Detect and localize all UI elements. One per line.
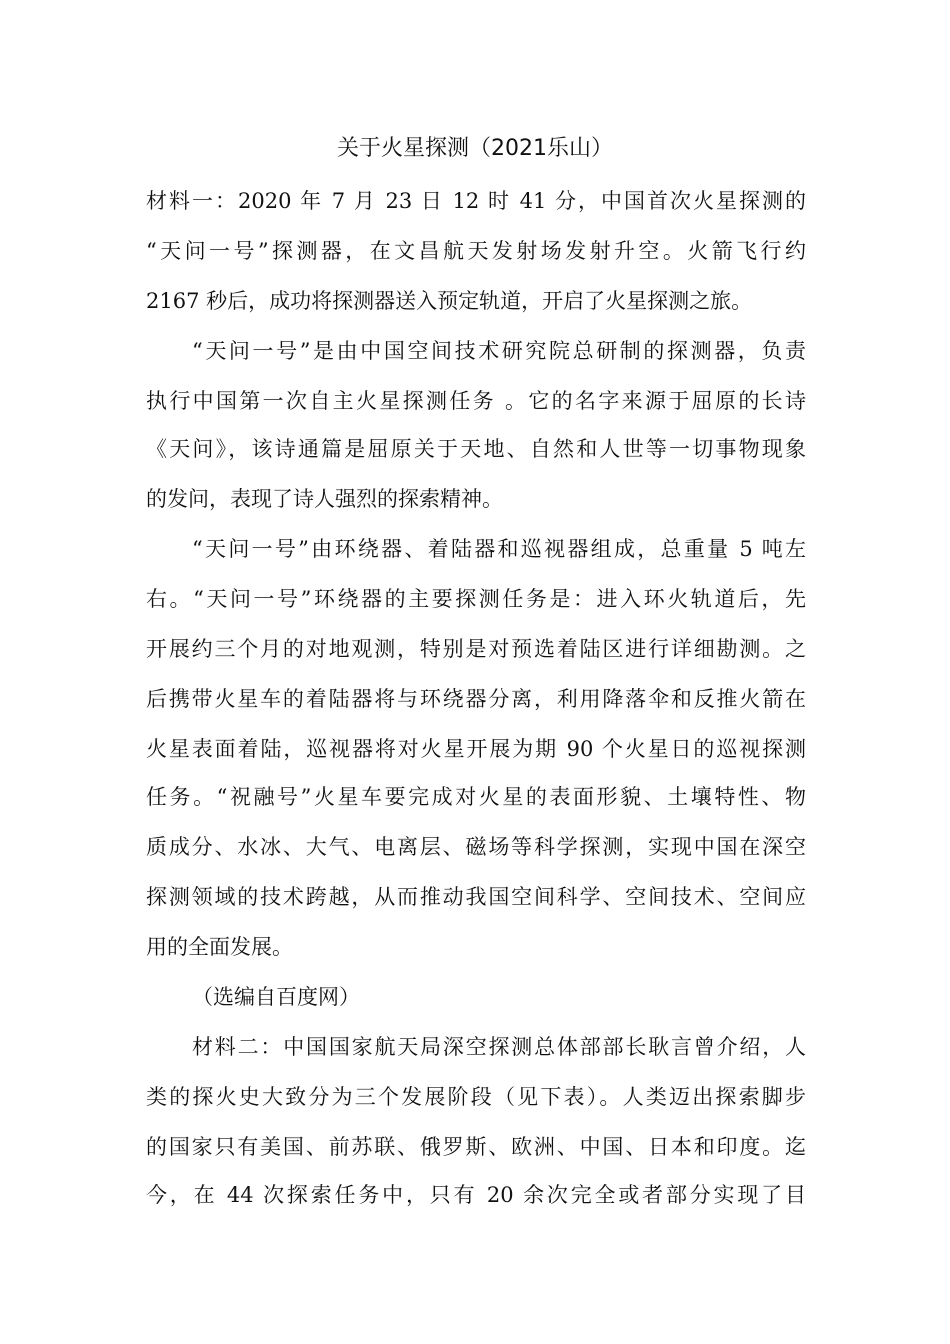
text-line-11: 后携带火星车的着陆器将与环绕器分离，利用降落伞和反推火箭在: [146, 687, 806, 711]
text-line-12: 火星表面着陆，巡视器将对火星开展为期 90 个火星日的巡视探测: [146, 737, 806, 761]
text-line-5: 执行中国第一次自主火星探测任务 。它的名字来源于屈原的长诗: [146, 389, 806, 413]
text-line-18: 类的探火史大致分为三个发展阶段（见下表）。人类迈出探索脚步: [146, 1085, 806, 1109]
text-line-9: 右。“天问一号”环绕器的主要探测任务是：进入环火轨道后，先: [146, 587, 806, 611]
text-line-13: 任务。“祝融号”火星车要完成对火星的表面形貌、土壤特性、物: [146, 785, 806, 809]
text-line-19: 的国家只有美国、前苏联、俄罗斯、欧洲、中国、日本和印度。迄: [146, 1135, 806, 1159]
text-line-16: 用的全面发展。: [146, 935, 293, 959]
text-line-4: “天问一号”是由中国空间技术研究院总研制的探测器，负责: [192, 339, 806, 363]
text-line-6: 《天问》，该诗通篇是屈原关于天地、自然和人世等一切事物现象: [146, 437, 806, 461]
text-line-2: “天问一号”探测器，在文昌航天发射场发射升空。火箭飞行约: [146, 239, 806, 263]
text-line-14: 质成分、水冰、大气、电离层、磁场等科学探测，实现中国在深空: [146, 835, 806, 859]
document-title: 关于火星探测（2021乐山）: [337, 136, 613, 161]
text-line-1: 材料一：2020 年 7 月 23 日 12 时 41 分，中国首次火星探测的: [146, 189, 806, 213]
text-line-20: 今，在 44 次探索任务中，只有 20 余次完全或者部分实现了目: [146, 1183, 806, 1207]
text-line-8: “天问一号”由环绕器、着陆器和巡视器组成，总重量 5 吨左: [192, 537, 806, 561]
text-line-15: 探测领域的技术跨越，从而推动我国空间科学、空间技术、空间应: [146, 885, 806, 909]
source-note: （选编自百度网）: [192, 985, 360, 1009]
text-line-17: 材料二：中国国家航天局深空探测总体部部长耿言曾介绍，人: [192, 1035, 806, 1059]
text-line-10: 开展约三个月的对地观测，特别是对预选着陆区进行详细勘测。之: [146, 637, 806, 661]
text-line-7: 的发问，表现了诗人强烈的探索精神。: [146, 487, 503, 511]
text-line-3: 2167 秒后，成功将探测器送入预定轨道，开启了火星探测之旅。: [146, 289, 753, 313]
